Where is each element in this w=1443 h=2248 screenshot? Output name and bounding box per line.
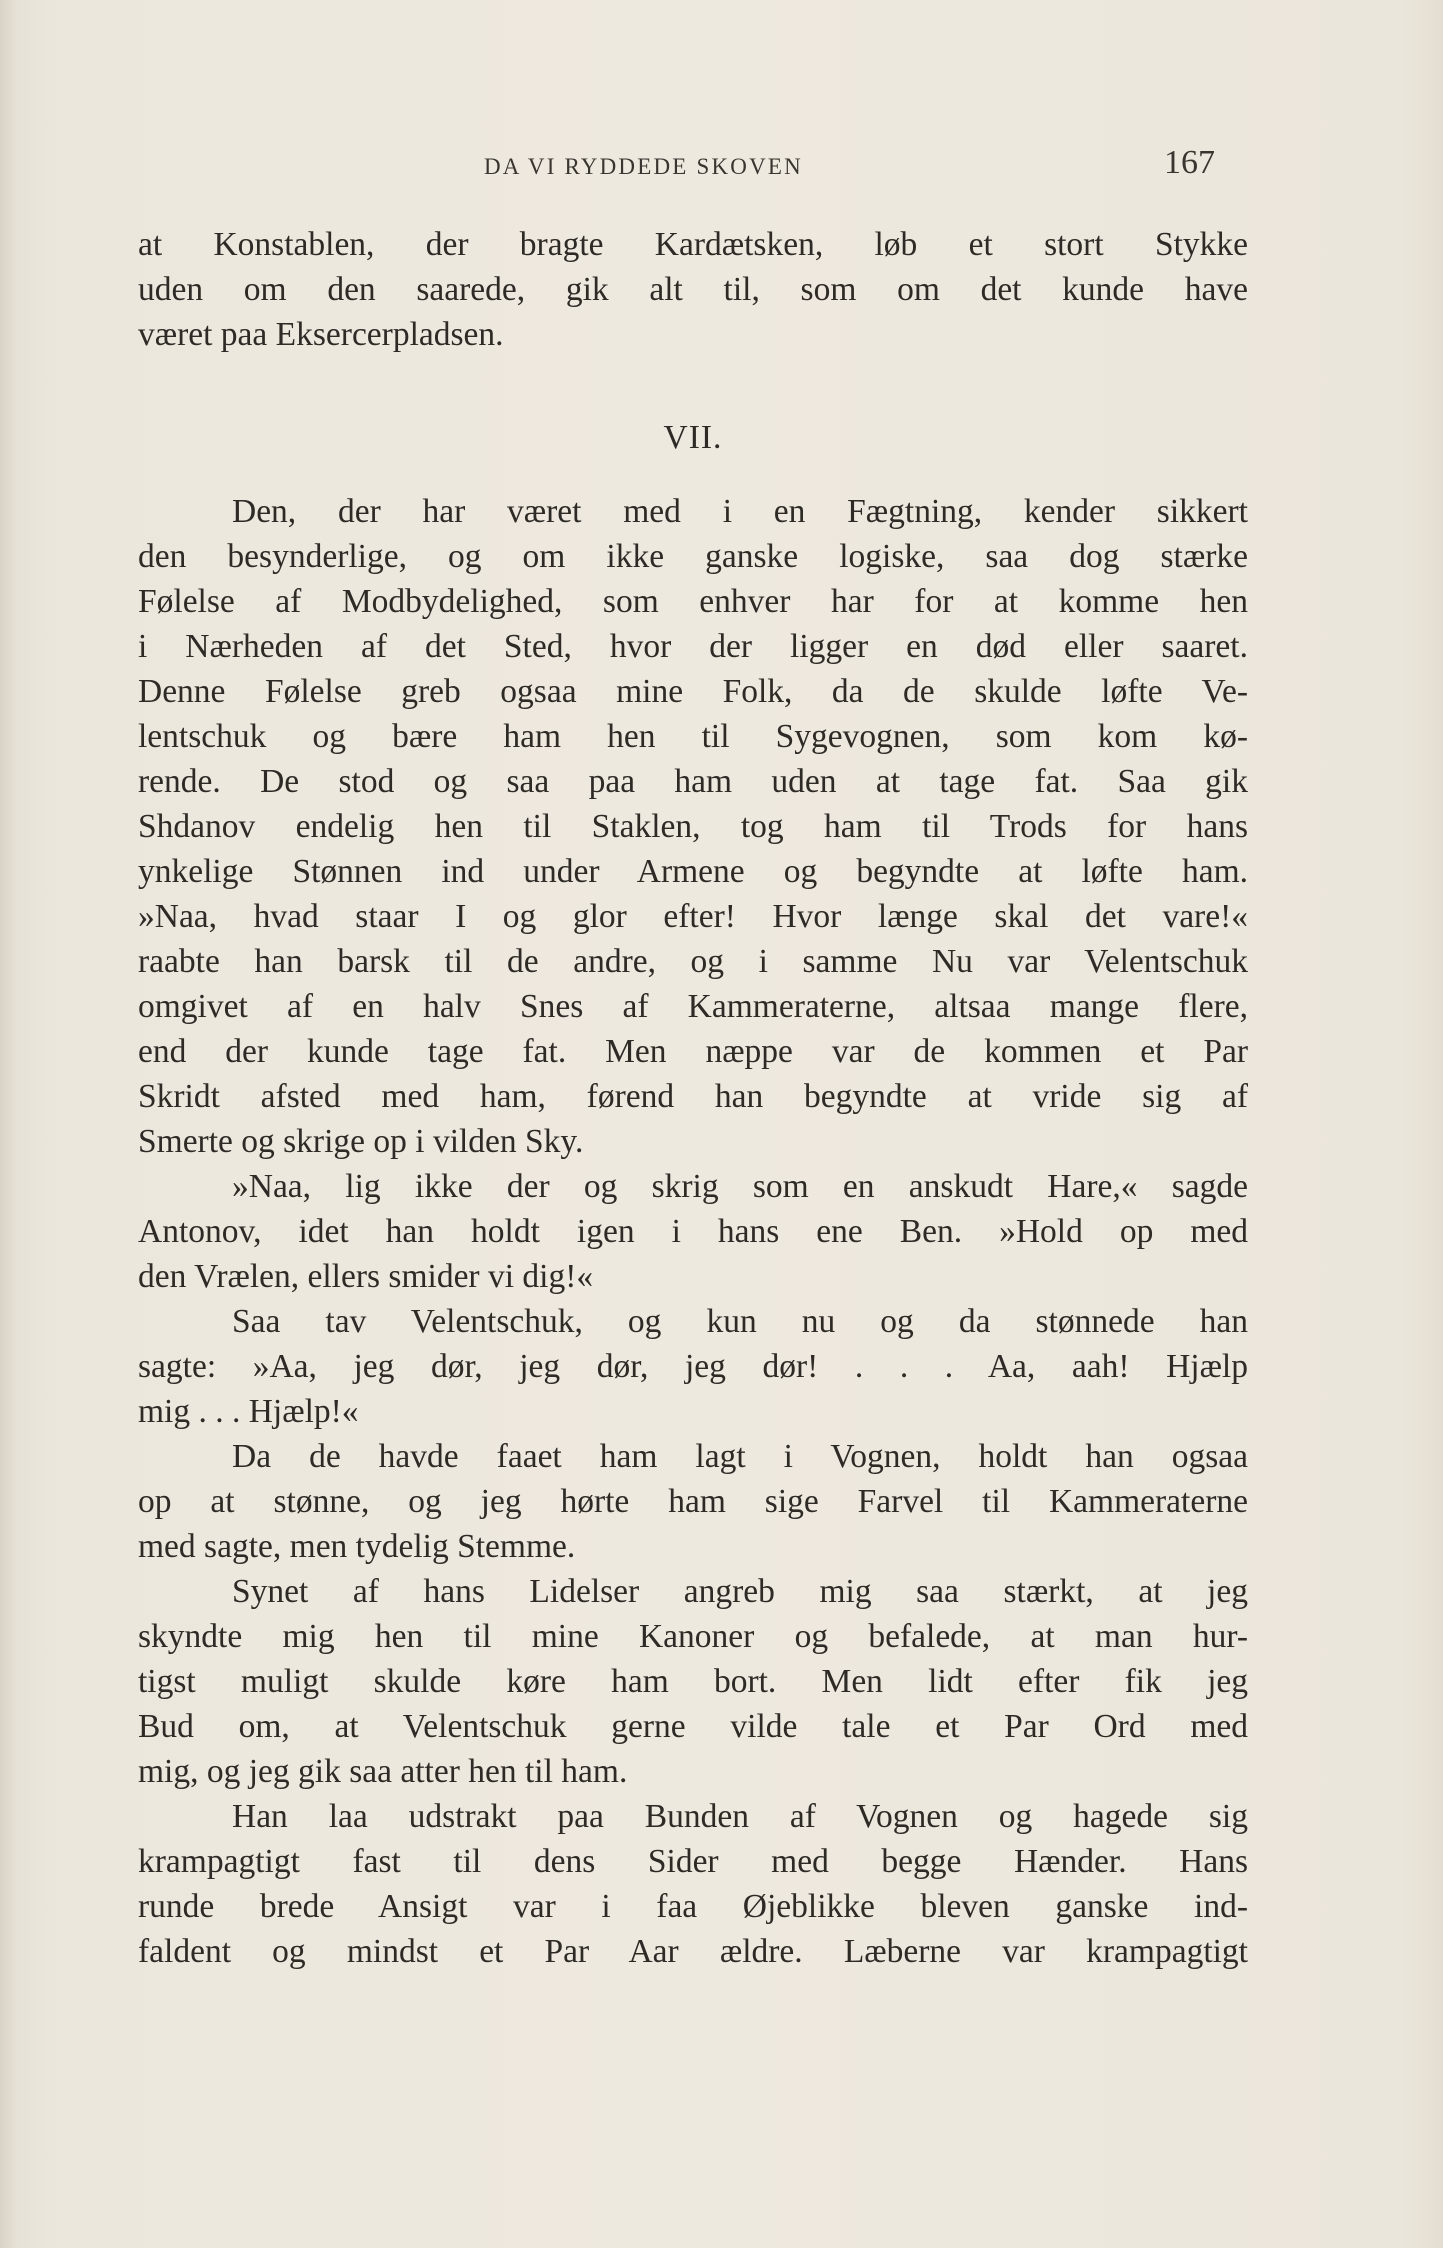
text-line: Bud om, at Velentschuk gerne vilde tale et Par Ord med	[138, 1708, 1248, 1745]
text-line: at Konstablen, der bragte Kardætsken, løb et stort Stykke	[138, 226, 1248, 263]
text-line: ynkelige Stønnen ind under Armene og begyndte at løfte ham.	[138, 853, 1248, 890]
text-line: skyndte mig hen til mine Kanoner og befalede, at man hur-	[138, 1618, 1248, 1655]
section-heading: VII.	[663, 419, 723, 456]
text-line: uden om den saarede, gik alt til, som om det kunde have	[138, 271, 1248, 308]
text-line: »Naa, hvad staar I og glor efter! Hvor længe skal det vare!«	[138, 898, 1248, 935]
text-line: Følelse af Modbydelighed, som enhver har for at komme hen	[138, 583, 1248, 620]
text-line: Smerte og skrige op i vilden Sky.	[138, 1123, 584, 1160]
text-line: Antonov, idet han holdt igen i hans ene Ben. »Hold op med	[138, 1213, 1248, 1250]
text-line: op at stønne, og jeg hørte ham sige Farvel til Kammeraterne	[138, 1483, 1248, 1520]
text-line: rende. De stod og saa paa ham uden at tage fat. Saa gik	[138, 763, 1248, 800]
text-line: sagte: »Aa, jeg dør, jeg dør, jeg dør! . . . Aa, aah! Hjælp	[138, 1348, 1248, 1385]
text-line: med sagte, men tydelig Stemme.	[138, 1528, 576, 1565]
text-line: været paa Eksercerpladsen.	[138, 316, 504, 353]
text-line: Saa tav Velentschuk, og kun nu og da stønnede han	[232, 1303, 1248, 1340]
text-line: i Nærheden af det Sted, hvor der ligger en død eller saaret.	[138, 628, 1248, 665]
body-text	[138, 222, 1248, 1974]
text-line: tigst muligt skulde køre ham bort. Men lidt efter fik jeg	[138, 1663, 1248, 1700]
text-line: den besynderlige, og om ikke ganske logiske, saa dog stærke	[138, 538, 1248, 575]
running-head	[0, 144, 1443, 192]
spacer	[138, 357, 1248, 407]
text-line: den Vrælen, ellers smider vi dig!«	[138, 1258, 594, 1295]
text-line: faldent og mindst et Par Aar ældre. Læberne var krampagtigt	[138, 1933, 1248, 1970]
text-line: Da de havde faaet ham lagt i Vognen, holdt han ogsaa	[232, 1438, 1248, 1475]
text-line: mig . . . Hjælp!«	[138, 1393, 359, 1430]
text-line: lentschuk og bære ham hen til Sygevognen, som kom kø-	[138, 718, 1248, 755]
text-line: mig, og jeg gik saa atter hen til ham.	[138, 1753, 628, 1790]
text-line: Den, der har været med i en Fægtning, kender sikkert	[232, 493, 1248, 530]
page-number: 167	[1164, 144, 1215, 181]
text-line: Synet af hans Lidelser angreb mig saa stærkt, at jeg	[232, 1573, 1248, 1610]
text-line: Skridt afsted med ham, førend han begyndte at vride sig af	[138, 1078, 1248, 1115]
text-line: runde brede Ansigt var i faa Øjeblikke bleven ganske ind-	[138, 1888, 1248, 1925]
text-line: krampagtigt fast til dens Sider med begge Hænder. Hans	[138, 1843, 1248, 1880]
text-line: Shdanov endelig hen til Staklen, tog ham til Trods for hans	[138, 808, 1248, 845]
text-line: raabte han barsk til de andre, og i samme Nu var Velentschuk	[138, 943, 1248, 980]
text-line: omgivet af en halv Snes af Kammeraterne, altsaa mange flere,	[138, 988, 1248, 1025]
running-head-title: DA VI RYDDEDE SKOVEN	[484, 154, 803, 179]
text-line: Han laa udstrakt paa Bunden af Vognen og hagede sig	[232, 1798, 1248, 1835]
text-line: »Naa, lig ikke der og skrig som en anskudt Hare,« sagde	[232, 1168, 1248, 1205]
text-line: Denne Følelse greb ogsaa mine Folk, da de skulde løfte Ve-	[138, 673, 1248, 710]
text-line: end der kunde tage fat. Men næppe var de kommen et Par	[138, 1033, 1248, 1070]
